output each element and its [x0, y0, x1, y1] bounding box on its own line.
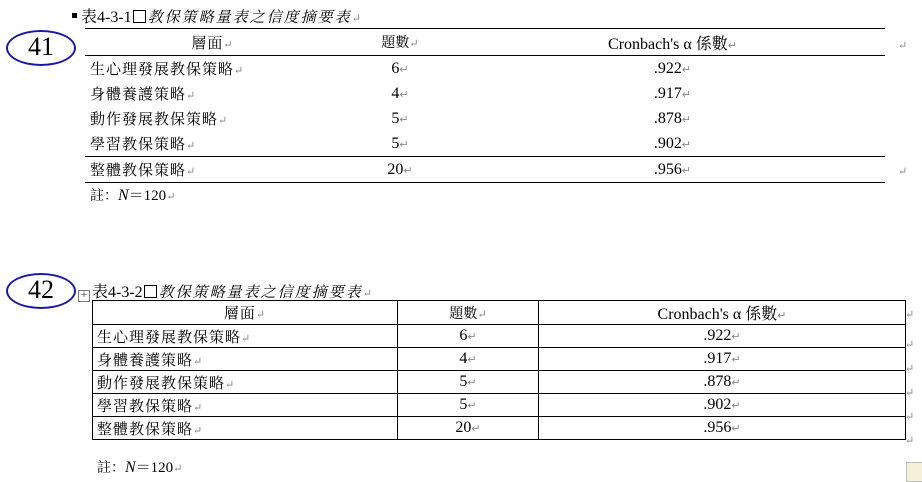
table-row: 學習教保策略↵ 5↵ .902↵ — [90, 134, 692, 153]
table-row-total: 整體教保策略↵ 20↵ .956↵ — [85, 156, 885, 183]
row-end-mark: ↵ — [905, 410, 915, 423]
paste-options-icon[interactable] — [906, 462, 922, 482]
header-cell-dimension[interactable]: 層面↵ — [93, 301, 398, 325]
header-cell-item-count[interactable]: 題數↵ — [398, 301, 539, 325]
paragraph-mark: ↵ — [362, 287, 372, 300]
header-cell-cronbach-alpha[interactable]: Cronbach's α 係數↵ — [539, 301, 906, 325]
table-row: 身體養護策略↵ 4↵ .917↵ — [93, 348, 906, 371]
table2-caption-title: 教保策略量表之信度摘要表 — [158, 283, 363, 301]
table-row-total: 整體教保策略↵ 20↵ .956↵ — [93, 417, 906, 440]
table-row: 生心理發展教保策略↵ 6↵ .922↵ — [90, 59, 692, 78]
header-cell-item-count: 題數↵ — [381, 35, 419, 51]
table-row: 動作發展教保策略↵ 5↵ .878↵ — [90, 109, 692, 128]
paragraph-mark: ↵ — [351, 12, 361, 25]
table2-header-row — [93, 301, 906, 325]
row-end-mark: ↵ — [905, 434, 915, 447]
slide-number-badge-42: 42 — [6, 273, 76, 309]
row-end-mark: ↵ — [905, 362, 915, 375]
row-end-mark: ↵ — [905, 308, 915, 321]
table-row: 生心理發展教保策略↵ 6↵ .922↵ — [93, 325, 906, 348]
table1 — [85, 28, 885, 183]
table-row: 學習教保策略↵ 5↵ .902↵ — [93, 394, 906, 417]
table-move-handle-icon[interactable]: + — [78, 290, 90, 302]
table1-caption-number: 表4-3-1 — [81, 9, 132, 26]
table-row: 身體養護策略↵ 4↵ .917↵ — [90, 84, 692, 103]
row-end-mark: ↵ — [905, 386, 915, 399]
table1-caption-title: 教保策略量表之信度摘要表 — [147, 8, 352, 26]
header-cell-dimension: 層面↵ — [191, 33, 234, 52]
table1-caption — [81, 8, 361, 28]
table2-caption-number: 表4-3-2 — [92, 284, 143, 301]
empty-box-glyph — [133, 10, 146, 23]
table1-note: 註：N＝120↵ — [90, 187, 176, 204]
row-end-mark: ↵ — [898, 39, 908, 52]
empty-box-glyph — [144, 285, 157, 298]
slide-number-badge-41: 41 — [6, 30, 76, 66]
header-cell-cronbach-alpha: Cronbach's α 係數↵ — [608, 35, 737, 53]
table-row: 動作發展教保策略↵ 5↵ .878↵ — [93, 371, 906, 394]
table2 — [92, 300, 906, 440]
paragraph-bullet — [72, 13, 77, 18]
table1-header-row — [85, 28, 885, 56]
row-end-mark: ↵ — [898, 165, 908, 178]
table2-note: 註：N＝120↵ — [97, 459, 183, 476]
row-end-mark: ↵ — [905, 338, 915, 351]
